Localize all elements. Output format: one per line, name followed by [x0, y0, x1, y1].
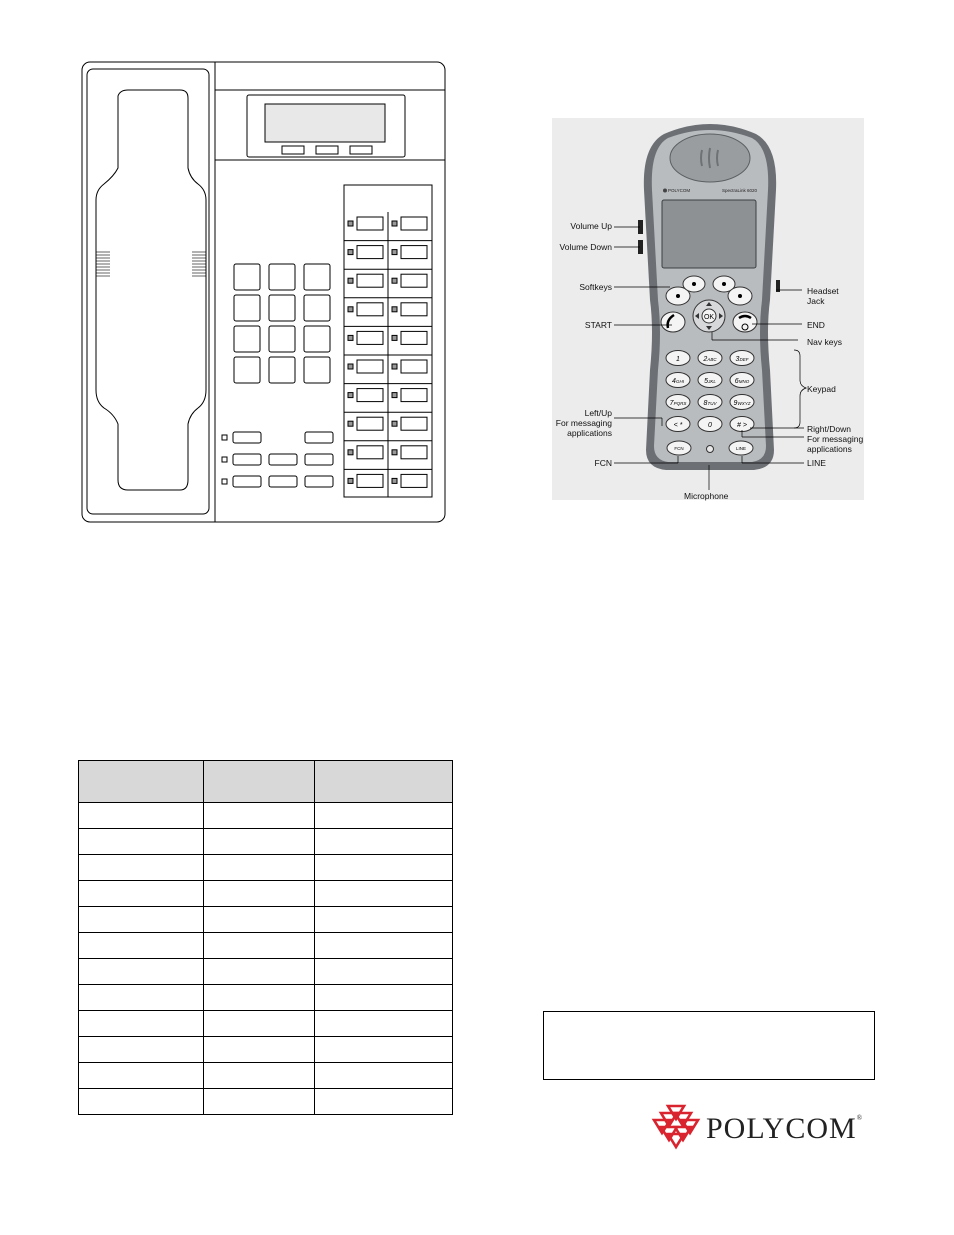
feature-button — [401, 217, 427, 230]
table-row — [79, 803, 453, 829]
feature-button — [357, 474, 383, 487]
table-cell — [79, 933, 204, 959]
callout-start: START — [584, 320, 612, 330]
callout-volume-up: Volume Up — [570, 221, 612, 231]
table-row — [79, 959, 453, 985]
svg-text:3DEF: 3DEF — [735, 356, 749, 363]
feature-button — [401, 446, 427, 459]
table-row — [79, 1089, 453, 1115]
table-cell — [204, 933, 315, 959]
feature-button — [357, 331, 383, 344]
table-row — [79, 1011, 453, 1037]
feature-button — [401, 246, 427, 259]
table-row — [79, 881, 453, 907]
callout-headset-1: Headset — [807, 286, 839, 296]
table-cell — [204, 959, 315, 985]
table-cell — [204, 855, 315, 881]
table-cell — [204, 907, 315, 933]
line-key-label: LINE — [735, 446, 747, 451]
polycom-logo-mark — [650, 1102, 702, 1150]
table-row — [79, 985, 453, 1011]
svg-text:8TUV: 8TUV — [703, 400, 717, 407]
feature-button — [357, 417, 383, 430]
feature-button — [357, 274, 383, 287]
table-cell — [204, 985, 315, 1011]
svg-text:1: 1 — [676, 356, 680, 363]
table-cell — [315, 1037, 453, 1063]
table-cell — [315, 959, 453, 985]
table-cell — [204, 881, 315, 907]
callout-fcn: FCN — [594, 458, 612, 468]
table-cell — [79, 985, 204, 1011]
callout-right-down: Right/Down — [807, 424, 851, 434]
table-cell — [204, 1011, 315, 1037]
callout-left-up-sub2: applications — [567, 428, 612, 438]
feature-button — [401, 331, 427, 344]
table-row — [79, 1037, 453, 1063]
table-cell — [315, 933, 453, 959]
table-cell — [204, 1063, 315, 1089]
table-cell — [315, 881, 453, 907]
table-cell — [204, 803, 315, 829]
feature-button — [357, 303, 383, 316]
table-cell — [315, 907, 453, 933]
callout-softkeys: Softkeys — [579, 282, 612, 292]
svg-text:7PQRS: 7PQRS — [669, 400, 687, 407]
table-cell — [315, 985, 453, 1011]
table-cell — [204, 1037, 315, 1063]
table-row — [79, 829, 453, 855]
callout-volume-down: Volume Down — [559, 242, 612, 252]
note-box — [543, 1011, 875, 1080]
table-cell — [315, 1089, 453, 1115]
table-header-row — [79, 761, 453, 803]
table-cell — [315, 1063, 453, 1089]
svg-text:# >: # > — [737, 422, 747, 429]
desk-phone-diagram — [80, 60, 448, 526]
polycom-logo-text: POLYCOM® — [706, 1112, 864, 1145]
table-cell — [204, 1089, 315, 1115]
table-cell — [79, 1063, 204, 1089]
table-cell — [204, 829, 315, 855]
table-cell — [315, 855, 453, 881]
svg-text:4GHI: 4GHI — [672, 378, 684, 385]
feature-button — [401, 303, 427, 316]
svg-text:6MNO: 6MNO — [734, 378, 750, 385]
phone-base-outline — [82, 62, 445, 522]
svg-text:5JKL: 5JKL — [704, 378, 716, 385]
callout-left-up: Left/Up — [584, 408, 612, 418]
svg-text:2ABC: 2ABC — [703, 356, 717, 363]
callout-right-down-sub2: applications — [807, 444, 852, 454]
feature-button — [357, 246, 383, 259]
feature-button — [357, 360, 383, 373]
svg-text:9WXYZ: 9WXYZ — [733, 400, 751, 407]
table-cell — [79, 959, 204, 985]
table-row — [79, 1063, 453, 1089]
callout-headset-2: Jack — [807, 296, 825, 306]
feature-button — [401, 474, 427, 487]
table-cell — [79, 829, 204, 855]
feature-button — [357, 446, 383, 459]
table-cell — [79, 1037, 204, 1063]
feature-button — [401, 274, 427, 287]
callout-end: END — [807, 320, 825, 330]
callout-microphone: Microphone — [684, 491, 729, 501]
feature-button — [357, 217, 383, 230]
table-cell — [79, 881, 204, 907]
table-cell — [315, 829, 453, 855]
handset-cradle — [87, 69, 209, 514]
table-cell — [79, 855, 204, 881]
feature-button — [401, 360, 427, 373]
callout-line: LINE — [807, 458, 826, 468]
table-cell — [79, 1011, 204, 1037]
feature-button — [401, 389, 427, 402]
table-cell — [315, 1011, 453, 1037]
table-cell — [79, 1089, 204, 1115]
svg-text:< *: < * — [673, 422, 683, 429]
handset-brand: POLYCOM — [668, 188, 691, 193]
table-cell — [79, 803, 204, 829]
display-screen — [265, 104, 385, 142]
fcn-key-label: FCN — [674, 446, 684, 451]
blank-table — [78, 760, 453, 1115]
table-cell — [315, 803, 453, 829]
table-cell — [79, 907, 204, 933]
feature-button — [401, 417, 427, 430]
callout-left-up-sub1: For messaging — [555, 418, 612, 428]
table-row — [79, 907, 453, 933]
table-row — [79, 933, 453, 959]
callout-nav-keys: Nav keys — [807, 337, 842, 347]
handset — [96, 90, 206, 490]
nav-ok: OK — [703, 314, 715, 321]
callout-right-down-sub1: For messaging — [807, 434, 864, 444]
callout-keypad: Keypad — [807, 384, 836, 394]
feature-button — [357, 389, 383, 402]
svg-text:0: 0 — [708, 422, 712, 429]
handset-model: SpectraLink 6020 — [722, 188, 758, 193]
table-row — [79, 855, 453, 881]
